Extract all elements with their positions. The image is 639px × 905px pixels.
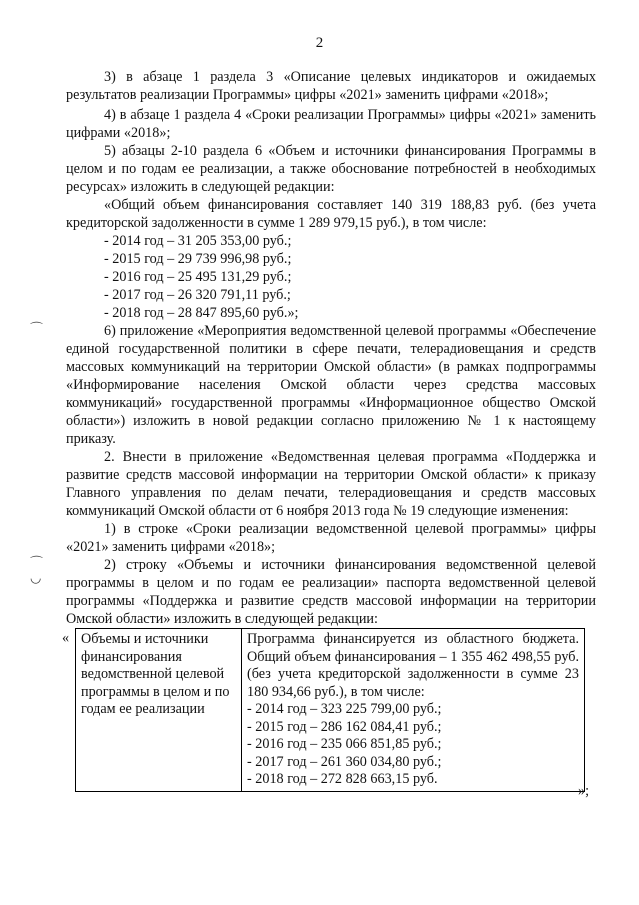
table-row [76,629,585,792]
paragraph-6: 6) приложение «Мероприятия ведомственной целевой программы «Обеспечение единой государственной политики в сфере печати, телерадиовещания и средств массовых коммуникаций на территории Омской области» (в рамках подпрограммы «Информирование населения Омской области через средства массовых коммуникаций» государственной программы «Информационное общество Омской области») изложить в новой редакции согласно приложению № 1 к настоящему приказу. [66,323,596,447]
table-year-2018: - 2018 год – 272 828 663,15 руб. [247,771,438,787]
paragraph-5: 5) абзацы 2-10 раздела 6 «Объем и источники финансирования Программы в целом и по годам ее реализации, а также обоснование потребностей в необходимых ресурсах» изложить в следующей редакции: [66,143,596,195]
year-line-2016: - 2016 год – 25 495 131,29 руб.; [104,269,292,285]
year-line-2017: - 2017 год – 26 320 791,11 руб.; [104,287,291,303]
paragraph-4: 4) в абзаце 1 раздела 4 «Сроки реализации Программы» цифры «2021» заменить цифрами «2018»; [66,107,596,141]
year-line-2014: - 2014 год – 31 205 353,00 руб.; [104,233,292,249]
page-number: 2 [315,35,324,51]
table-right-intro: Программа финансируется из областного бюджета. Общий объем финансирования – 1 355 462 498,55 руб. (без учета кредиторской задолженности в сумме 23 180 934,66 руб.), в том числе: [247,631,579,700]
table-year-2015: - 2015 год – 286 162 084,41 руб.; [247,718,442,735]
table-quote-close: »; [578,783,590,799]
table-left-cell: Объемы и источники финансирования ведомственной целевой программы в целом и по годам ее реализации [76,629,242,792]
table-year-2017: - 2017 год – 261 360 034,80 руб.; [247,753,442,770]
paragraph-2-1: 1) в строке «Сроки реализации ведомственной целевой программы» цифры «2021» заменить цифрами «2018»; [66,521,596,555]
financing-table [75,628,585,792]
paragraph-2-2: 2) строку «Объемы и источники финансирования ведомственной целевой программы в целом и по годам ее реализации» паспорта ведомственной целевой программы «Поддержка и развитие средств массовой информации на территории Омской области» изложить в следующей редакции: [66,557,596,627]
table-year-2014: - 2014 год – 323 225 799,00 руб.; [247,701,442,717]
paragraph-3: 3) в абзаце 1 раздела 3 «Описание целевых индикаторов и ожидаемых результатов реализации Программы» цифры «2021» заменить цифрами «2018»; [66,69,596,103]
paragraph-2: 2. Внести в приложение «Ведомственная целевая программа «Поддержка и развитие средств массовой информации на территории Омской области» к приказу Главного управления по делам печати, телерадиовещания и средств массовых коммуникаций Омской области от 6 ноября 2013 года № 19 следующие изменения: [66,449,596,519]
table-year-2016: - 2016 год – 235 066 851,85 руб.; [247,736,442,752]
year-line-2018: - 2018 год – 28 847 895,60 руб.»; [104,305,299,321]
margin-mark-icon: ⌒ [30,321,44,336]
margin-mark-icon: ◡ [30,570,42,585]
year-line-2015: - 2015 год – 29 739 996,98 руб.; [104,251,292,267]
table-quote-open: « [62,630,70,646]
paragraph-5-quote: «Общий объем финансирования составляет 140 319 188,83 руб. (без учета кредиторской задолженности в сумме 1 289 979,15 руб.), в том числе: [66,197,596,231]
table-right-cell [242,629,585,792]
margin-mark-icon: ⌒ [30,555,44,570]
